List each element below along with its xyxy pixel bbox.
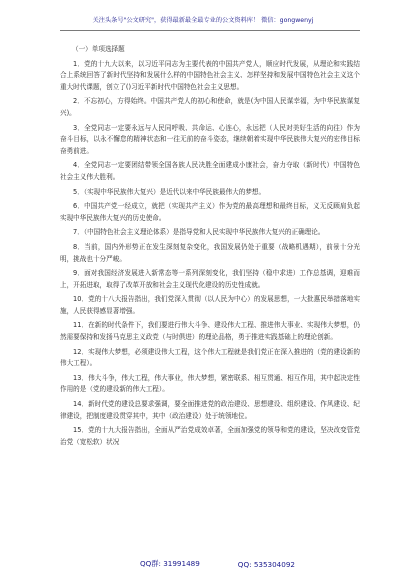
section-title: （一）单项选择题 (72, 45, 125, 53)
question-paragraph: 11．在新的时代条件下，我们要进行伟大斗争、建设伟大工程、推进伟大事业、实现伟大梦想，仍然需要保持和发扬马克思主义政党（与时俱进）的理论品格，勇于推进实践基础上的理论创新。 (60, 321, 360, 342)
question-paragraph: 2．不忘初心，方得始终。中国共产党人的初心和使命，就是(为中国人民谋幸福，为中华民族谋复兴)。 (60, 97, 360, 117)
question-paragraph: 3．全党同志一定要永远与人民同呼吸、共命运、心连心，永远把（人民对美好生活的向往）作为奋斗目标，以永不懈怠的精神状态和一往无前的奋斗姿态，继续朝着实现中华民族伟大复兴的宏伟目标奋勇前进。 (60, 123, 360, 155)
question-paragraph: 8．当前，国内外形势正在发生深刻复杂变化，我国发展仍处于重要（战略机遇期），前景十分光明，挑战也十分严峻。 (60, 242, 360, 263)
question-paragraph: 13．伟大斗争，伟大工程，伟大事业，伟大梦想，紧密联系、相互贯通、相互作用，其中起决定性作用的是（党的建设新的伟大工程）。 (60, 373, 360, 394)
footer-qq-group: QQ群: 31991489 (140, 559, 200, 568)
question-paragraph: 9．面对我国经济发展进入新常态等一系列深刻变化，我们坚持（稳中求进）工作总基调，迎难而上，开拓进取，取得了改革开放和社会主义现代化建设的历史性成就。 (60, 269, 360, 289)
question-paragraph: 14．新时代党的建设总要求强调，要全面推进党的政治建设、思想建设、组织建设、作风建设、纪律建设，把制度建设贯穿其中，其中（政治建设）处于统领地位。 (60, 400, 360, 420)
header-banner: 关注头条号"公文研究"，获得最新最全最专业的公文资料库！ 微信：gongwenyj (92, 17, 314, 24)
question-paragraph: 5．（实现中华民族伟大复兴）是近代以来中华民族最伟大的梦想。 (73, 187, 266, 196)
question-paragraph: 7．（中国特色社会主义理论体系）是指导党和人民实现中华民族伟大复兴的正确理论。 (73, 228, 325, 237)
question-paragraph: 15．党的十九大报告指出，全面从严治党成效卓著，全面加强党的领导和党的建设，坚决改变管党治党（宽松软）状况 (60, 426, 360, 446)
question-paragraph: 1．党的十九大以来，以习近平同志为主要代表的中国共产党人，顺应时代发展，从理论和实践结合上系统回答了新时代坚持和发展什么样的中国特色社会主义、怎样坚持和发展中国特色社会主义这个重大时代课题，创立了()习近平新时代中国特色社会主义思想。 (60, 59, 360, 91)
header-divider (60, 30, 360, 31)
question-paragraph: 12．实现伟大梦想，必须建设伟大工程，这个伟大工程就是我们党正在深入推进的（党的建设新的伟大工程）。 (60, 347, 360, 368)
question-paragraph: 6．中国共产党一经成立，就把（实现共产主义）作为党的最高理想和最终目标，义无反顾肩负起实现中华民族伟大复兴的历史使命。 (60, 202, 360, 222)
question-paragraph: 10．党的十八大报告指出，我们党深入贯彻（以人民为中心）的发展思想，一大批惠民举措落地实施，人民获得感显著增强。 (60, 295, 360, 315)
footer-qq: QQ: 535304092 (237, 559, 295, 569)
question-paragraph: 4．全党同志一定要团结带领全国各族人民决胜全面建成小康社会，奋力夺取（新时代）中国特色社会主义伟大胜利。 (60, 161, 360, 181)
footer-contact (140, 558, 320, 570)
document-body (60, 44, 360, 451)
